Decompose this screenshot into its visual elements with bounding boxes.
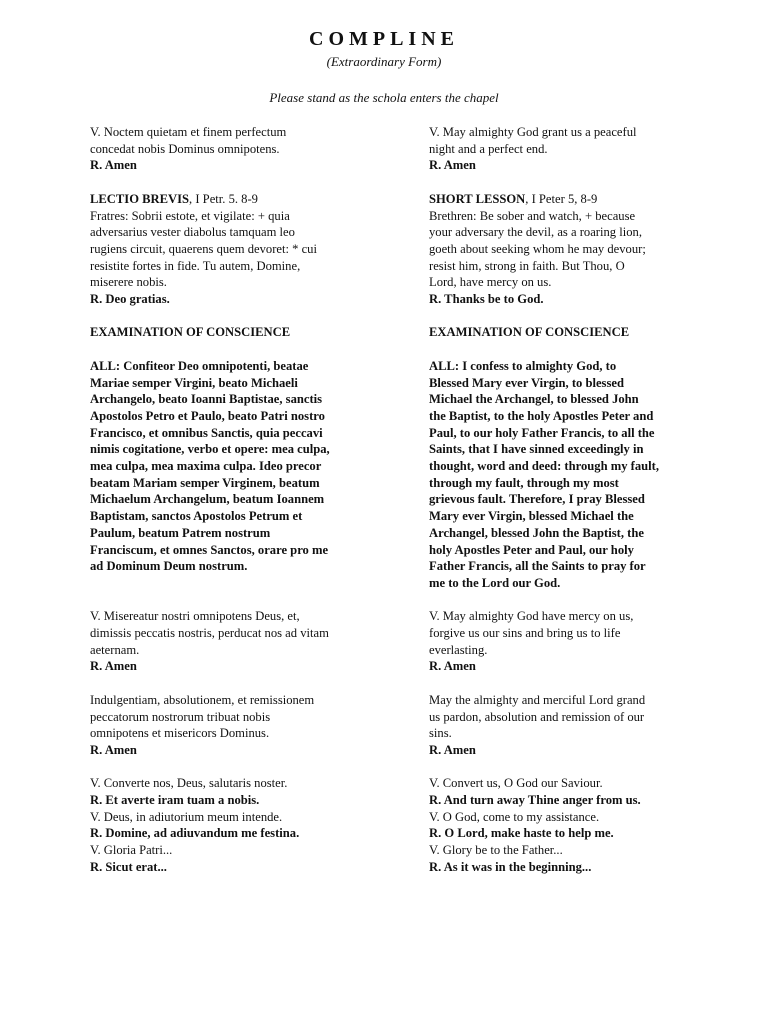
lesson-heading: LECTIO BREVIS xyxy=(90,191,190,206)
versicle-line: V. Converte nos, Deus, salutaris noster. xyxy=(90,776,288,791)
versicle-line: V. Deus, in adiutorium meum intende. xyxy=(90,809,283,824)
response-line: R. Amen xyxy=(429,158,476,173)
lesson-heading-line xyxy=(90,191,365,208)
text-line: Michael the Archangel, to blessed John xyxy=(429,392,639,407)
response-line: R. Amen xyxy=(90,158,137,173)
text-line: May the almighty and merciful Lord grand xyxy=(429,692,646,707)
english-column xyxy=(429,124,691,876)
response-line: R. Amen xyxy=(429,659,476,674)
versicle-line: V. Gloria Patri... xyxy=(90,843,173,858)
text-line: Lord, have mercy on us. xyxy=(429,275,552,290)
text-line: V. May almighty God have mercy on us, xyxy=(429,609,634,624)
confiteor-block xyxy=(90,358,365,575)
confiteor-block xyxy=(429,358,691,592)
response-line: R. Amen xyxy=(90,742,137,757)
indulgentiam-block xyxy=(429,692,691,759)
lesson-reference: , I Peter 5, 8-9 xyxy=(525,191,598,206)
response-line: R. Et averte iram tuam a nobis. xyxy=(90,793,260,808)
page-subtitle: (Extraordinary Form) xyxy=(326,54,442,69)
misereatur-block xyxy=(90,608,365,675)
text-line: Archangel, blessed John the Baptist, the xyxy=(429,525,644,540)
text-line: Saints, that I have sinned exceedingly in xyxy=(429,442,644,457)
page-title: COMPLINE xyxy=(309,28,459,50)
text-line: through my fault, through my most xyxy=(429,475,619,490)
text-line: miserere nobis. xyxy=(90,275,167,290)
response-line: R. Domine, ad adiuvandum me festina. xyxy=(90,826,300,841)
text-line: peccatorum nostrorum tribuat nobis xyxy=(90,709,271,724)
text-line: ALL: Confiteor Deo omnipotenti, beatae xyxy=(90,358,309,373)
text-line: Indulgentiam, absolutionem, et remissionem xyxy=(90,692,315,707)
versicle-line: V. Glory be to the Father... xyxy=(429,843,563,858)
text-line: Mariae semper Virgini, beato Michaeli xyxy=(90,375,298,390)
lesson-reference: , I Petr. 5. 8-9 xyxy=(189,191,258,206)
text-line: Brethren: Be sober and watch, + because xyxy=(429,208,636,223)
section-heading: EXAMINATION OF CONSCIENCE xyxy=(90,325,291,340)
text-line: Francisco, et omnibus Sanctis, quia peccavi xyxy=(90,425,323,440)
lesson-block xyxy=(90,191,365,308)
versicle-line: V. O God, come to my assistance. xyxy=(429,809,600,824)
text-line: Paul, to our holy Father Francis, to all the xyxy=(429,425,655,440)
text-line: thought, word and deed: through my fault, xyxy=(429,459,659,474)
text-line: Archangelo, beato Ioanni Baptistae, sanctis xyxy=(90,392,323,407)
text-line: Franciscum, et omnes Sanctos, orare pro me xyxy=(90,542,329,557)
text-line: omnipotens et misericors Dominus. xyxy=(90,726,270,741)
response-line: R. Sicut erat... xyxy=(90,859,167,874)
text-line: V. Misereatur nostri omnipotens Deus, et, xyxy=(90,609,300,624)
text-line: Mary ever Virgin, blessed Michael the xyxy=(429,509,634,524)
text-line: grievous fault. Therefore, I pray Blessed xyxy=(429,492,645,507)
text-line: dimissis peccatis nostris, perducat nos ad vitam xyxy=(90,626,329,641)
text-line: night and a perfect end. xyxy=(429,141,548,156)
text-line: resist him, strong in faith. But Thou, O xyxy=(429,258,625,273)
text-line: your adversary the devil, as a roaring lion, xyxy=(429,225,642,240)
closing-versicles xyxy=(429,775,691,875)
response-line: R. Thanks be to God. xyxy=(429,292,544,307)
rubric-instruction: Please stand as the schola enters the chapel xyxy=(269,90,499,105)
text-line: concedat nobis Dominus omnipotens. xyxy=(90,141,280,156)
lesson-heading: SHORT LESSON xyxy=(429,191,526,206)
text-line: Father Francis, all the Saints to pray for xyxy=(429,559,646,574)
text-line: nimis cogitatione, verbo et opere: mea culpa, xyxy=(90,442,330,457)
text-line: Baptistam, sanctos Apostolos Petrum et xyxy=(90,509,303,524)
text-line: holy Apostles Peter and Paul, our holy xyxy=(429,542,634,557)
response-line: R. As it was in the beginning... xyxy=(429,859,592,874)
text-line: V. Noctem quietam et finem perfectum xyxy=(90,125,287,139)
misereatur-block xyxy=(429,608,691,675)
text-line: V. May almighty God grant us a peaceful xyxy=(429,125,637,139)
text-line: resistite fortes in fide. Tu autem, Domine, xyxy=(90,258,301,273)
text-line: goeth about seeking whom he may devour; xyxy=(429,241,646,256)
text-line: Michaelum Archangelum, beatum Ioannem xyxy=(90,492,325,507)
text-line: everlasting. xyxy=(429,642,488,657)
opening-versicle xyxy=(90,124,365,174)
closing-versicles xyxy=(90,775,365,875)
text-line: us pardon, absolution and remission of our xyxy=(429,709,645,724)
text-line: beatam Mariam semper Virginem, beatum xyxy=(90,475,320,490)
text-line: sins. xyxy=(429,726,452,741)
text-line: the Baptist, to the holy Apostles Peter and xyxy=(429,408,654,423)
response-line: R. O Lord, make haste to help me. xyxy=(429,826,614,841)
text-line: Paulum, beatum Patrem nostrum xyxy=(90,525,271,540)
text-line: aeternam. xyxy=(90,642,140,657)
text-line: me to the Lord our God. xyxy=(429,575,561,590)
text-line: ad Dominum Deum nostrum. xyxy=(90,559,248,574)
text-line: Fratres: Sobrii estote, et vigilate: + quia xyxy=(90,208,290,223)
text-line: rugiens circuit, quaerens quem devoret: * cui xyxy=(90,241,317,256)
text-line: Apostolos Petro et Paulo, beato Patri nostro xyxy=(90,408,325,423)
text-line: Blessed Mary ever Virgin, to blessed xyxy=(429,375,624,390)
text-line: mea culpa, mea maxima culpa. Ideo precor xyxy=(90,459,322,474)
lesson-block xyxy=(429,191,691,308)
section-heading: EXAMINATION OF CONSCIENCE xyxy=(429,325,630,340)
text-line: forgive us our sins and bring us to life xyxy=(429,626,621,641)
text-line: adversarius vester diabolus tamquam leo xyxy=(90,225,295,240)
response-line: R. Deo gratias. xyxy=(90,292,170,307)
text-line: ALL: I confess to almighty God, to xyxy=(429,358,617,373)
indulgentiam-block xyxy=(90,692,365,759)
opening-versicle xyxy=(429,124,691,174)
response-line: R. Amen xyxy=(429,742,476,757)
lesson-heading-line xyxy=(429,191,691,208)
versicle-line: V. Convert us, O God our Saviour. xyxy=(429,776,603,791)
response-line: R. And turn away Thine anger from us. xyxy=(429,793,641,808)
latin-column xyxy=(90,124,365,876)
response-line: R. Amen xyxy=(90,659,137,674)
